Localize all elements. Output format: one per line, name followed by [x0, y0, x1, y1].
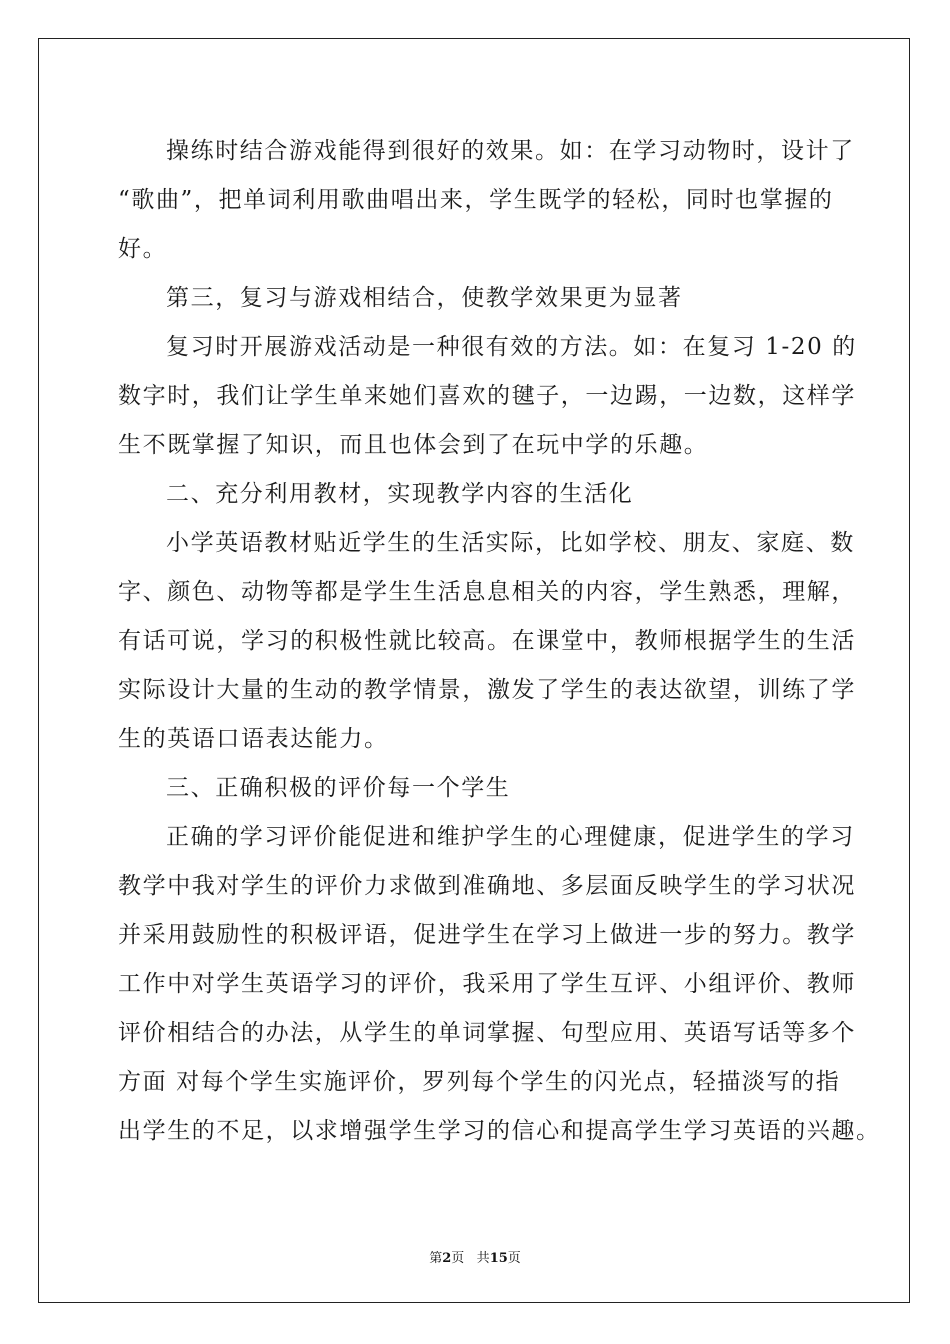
text-line: 并采用鼓励性的积极评语，促进学生在学习上做进一步的努力。教学 — [118, 922, 856, 948]
text-line: 出学生的不足，以求增强学生学习的信心和提高学生学习英语的兴趣。 — [118, 1118, 881, 1144]
total-suffix: 页 — [507, 1251, 521, 1266]
text-line: 操练时结合游戏能得到很好的效果。如：在学习动物时，设计了 — [166, 138, 855, 164]
page-prefix: 第 — [429, 1251, 443, 1266]
section-heading: 三、正确积极的评价每一个学生 — [166, 775, 511, 801]
page-number: 2 — [442, 1251, 452, 1266]
text-line: 教学中我对学生的评价力求做到准确地、多层面反映学生的学习状况 — [118, 873, 856, 899]
text-line: 实际设计大量的生动的教学情景，激发了学生的表达欲望，训练了学 — [118, 677, 856, 703]
section-heading: 二、充分利用教材，实现教学内容的生活化 — [166, 481, 634, 507]
text-line: 生不既掌握了知识，而且也体会到了在玩中学的乐趣。 — [118, 432, 709, 458]
page-suffix: 页 — [451, 1251, 465, 1266]
text-line: 复习时开展游戏活动是一种很有效的方法。如：在复习 1-20 的 — [166, 334, 857, 360]
section-heading: 第三，复习与游戏相结合，使教学效果更为显著 — [166, 285, 683, 311]
text-line: 正确的学习评价能促进和维护学生的心理健康，促进学生的学习 — [166, 824, 855, 850]
document-body — [118, 127, 881, 1156]
text-line: 工作中对学生英语学习的评价，我采用了学生互评、小组评价、教师 — [118, 971, 856, 997]
total-prefix: 共 — [476, 1251, 490, 1266]
text-line: 方面 对每个学生实施评价，罗列每个学生的闪光点，轻描淡写的指 — [118, 1069, 841, 1095]
text-line: 字、颜色、动物等都是学生生活息息相关的内容，学生熟悉，理解， — [118, 579, 856, 605]
text-line: 数字时，我们让学生单来她们喜欢的毽子，一边踢，一边数，这样学 — [118, 383, 856, 409]
page-footer — [0, 1247, 950, 1266]
text-line: 生的英语口语表达能力。 — [118, 726, 389, 752]
text-line: 好。 — [118, 236, 168, 262]
text-line: 小学英语教材贴近学生的生活实际，比如学校、朋友、家庭、数 — [166, 530, 855, 556]
text-line: 评价相结合的办法，从学生的单词掌握、句型应用、英语写话等多个 — [118, 1020, 856, 1046]
total-pages: 15 — [489, 1251, 508, 1266]
text-line: 有话可说，学习的积极性就比较高。在课堂中，教师根据学生的生活 — [118, 628, 856, 654]
text-line: “歌曲”，把单词利用歌曲唱出来，学生既学的轻松，同时也掌握的 — [118, 187, 834, 213]
